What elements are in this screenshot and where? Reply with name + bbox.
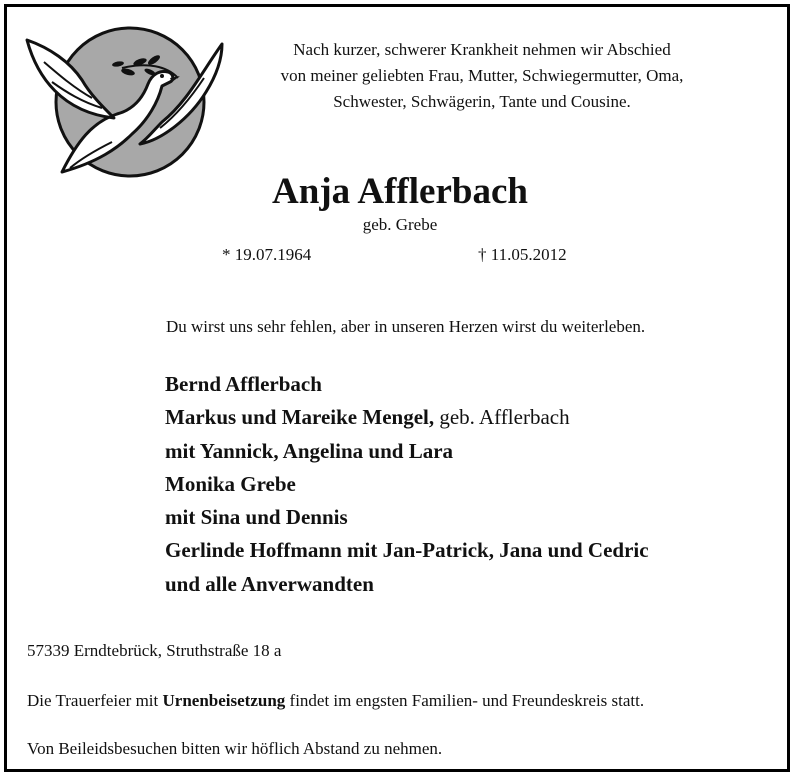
address: 57339 Erndtebrück, Struthstraße 18 a xyxy=(27,641,282,660)
funeral-note-pre: Die Trauerfeier mit xyxy=(27,691,163,710)
death-date: † 11.05.2012 xyxy=(478,245,567,264)
funeral-note-bold: Urnenbeisetzung xyxy=(162,691,286,710)
mourner-line: Gerlinde Hoffmann mit Jan-Patrick, Jana und Cedric xyxy=(165,538,649,563)
intro-text xyxy=(222,37,742,115)
birth-date: * 19.07.1964 xyxy=(222,245,312,264)
deceased-name: Anja Afflerbach xyxy=(272,171,528,212)
mourner-line xyxy=(165,401,649,434)
intro-line: Nach kurzer, schwerer Krankheit nehmen wir Abschied xyxy=(293,40,671,59)
mourners-list xyxy=(165,368,649,601)
mourner-maiden-name: geb. Afflerbach xyxy=(434,405,570,430)
funeral-note-post: findet im engsten Familien- und Freundeskreis statt. xyxy=(285,691,645,710)
maiden-name: geb. Grebe xyxy=(362,215,438,234)
intro-line: Schwester, Schwägerin, Tante und Cousine. xyxy=(333,92,631,111)
intro-line: von meiner geliebten Frau, Mutter, Schwiegermutter, Oma, xyxy=(280,66,684,85)
mourner-name: Markus und Mareike Mengel, xyxy=(165,405,435,430)
dove-with-olive-branch-icon xyxy=(22,22,232,178)
mourner-line: Bernd Afflerbach xyxy=(165,372,322,396)
mourner-line: mit Sina und Dennis xyxy=(165,505,348,530)
condolence-note: Von Beileidsbesuchen bitten wir höflich Abstand zu nehmen. xyxy=(27,739,443,758)
mourner-line: Monika Grebe xyxy=(165,471,296,496)
mourner-line: mit Yannick, Angelina und Lara xyxy=(165,438,454,463)
memorial-quote: Du wirst uns sehr fehlen, aber in unseren Herzen wirst du weiterleben. xyxy=(166,317,646,336)
funeral-note xyxy=(27,691,644,711)
mourner-line: und alle Anverwandten xyxy=(165,571,374,596)
